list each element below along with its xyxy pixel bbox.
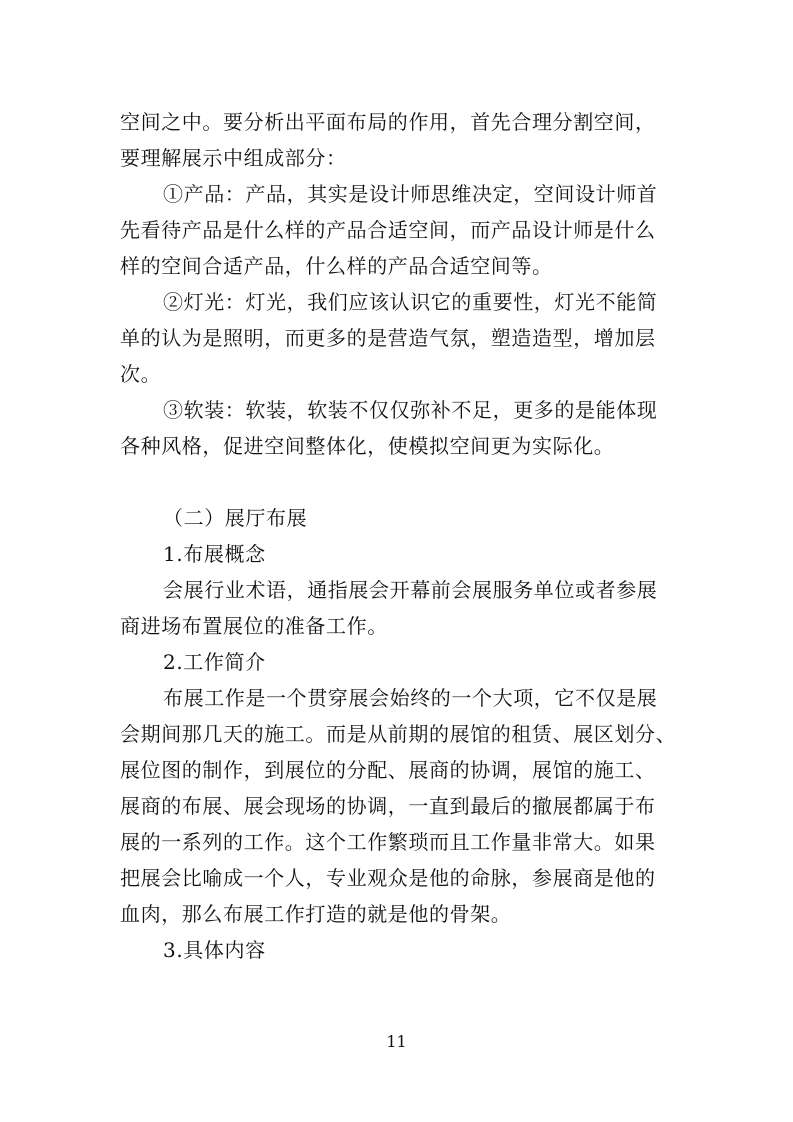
paragraph-concept: 会展行业术语，通指展会开幕前会展服务单位或者参展 (163, 578, 658, 602)
body-line: 各种风格，促进空间整体化，使模拟空间更为实际化。 (120, 434, 615, 458)
body-line: 空间之中。要分析出平面布局的作用，首先合理分割空间， (120, 110, 656, 134)
body-line: 展的一系列的工作。这个工作繁琐而且工作量非常大。如果 (120, 830, 656, 854)
section-heading: （二）展厅布展 (163, 506, 308, 530)
paragraph-soft-furnishing: ③软装：软装，软装不仅仅弥补不足，更多的是能体现 (163, 398, 658, 422)
body-line: 把展会比喻成一个人，专业观众是他的命脉，参展商是他的 (120, 866, 656, 890)
body-line: 展商的布展、展会现场的协调，一直到最后的撤展都属于布 (120, 794, 656, 818)
body-line: 血肉，那么布展工作打造的就是他的骨架。 (120, 902, 512, 926)
body-line: 展位图的制作，到展位的分配、展商的协调，展馆的施工、 (120, 758, 656, 782)
body-line: 要理解展示中组成部分： (120, 146, 347, 170)
body-line: 次。 (120, 362, 162, 386)
body-line: 样的空间合适产品，什么样的产品合适空间等。 (120, 254, 553, 278)
page-number: 11 (386, 1032, 407, 1051)
paragraph-work-intro: 布展工作是一个贯穿展会始终的一个大项，它不仅是展 (163, 686, 658, 710)
subsection-heading: 3.具体内容 (163, 938, 266, 962)
subsection-heading: 1.布展概念 (163, 542, 266, 566)
paragraph-lighting: ②灯光：灯光，我们应该认识它的重要性，灯光不能简 (163, 290, 658, 314)
subsection-heading: 2.工作简介 (163, 650, 266, 674)
body-line: 单的认为是照明，而更多的是营造气氛，塑造造型，增加层 (120, 326, 656, 350)
body-line: 先看待产品是什么样的产品合适空间，而产品设计师是什么 (120, 218, 656, 242)
paragraph-product: ①产品：产品，其实是设计师思维决定，空间设计师首 (163, 182, 658, 206)
body-line: 会期间那几天的施工。而是从前期的展馆的租赁、展区划分、 (120, 722, 677, 746)
body-line: 商进场布置展位的准备工作。 (120, 614, 388, 638)
